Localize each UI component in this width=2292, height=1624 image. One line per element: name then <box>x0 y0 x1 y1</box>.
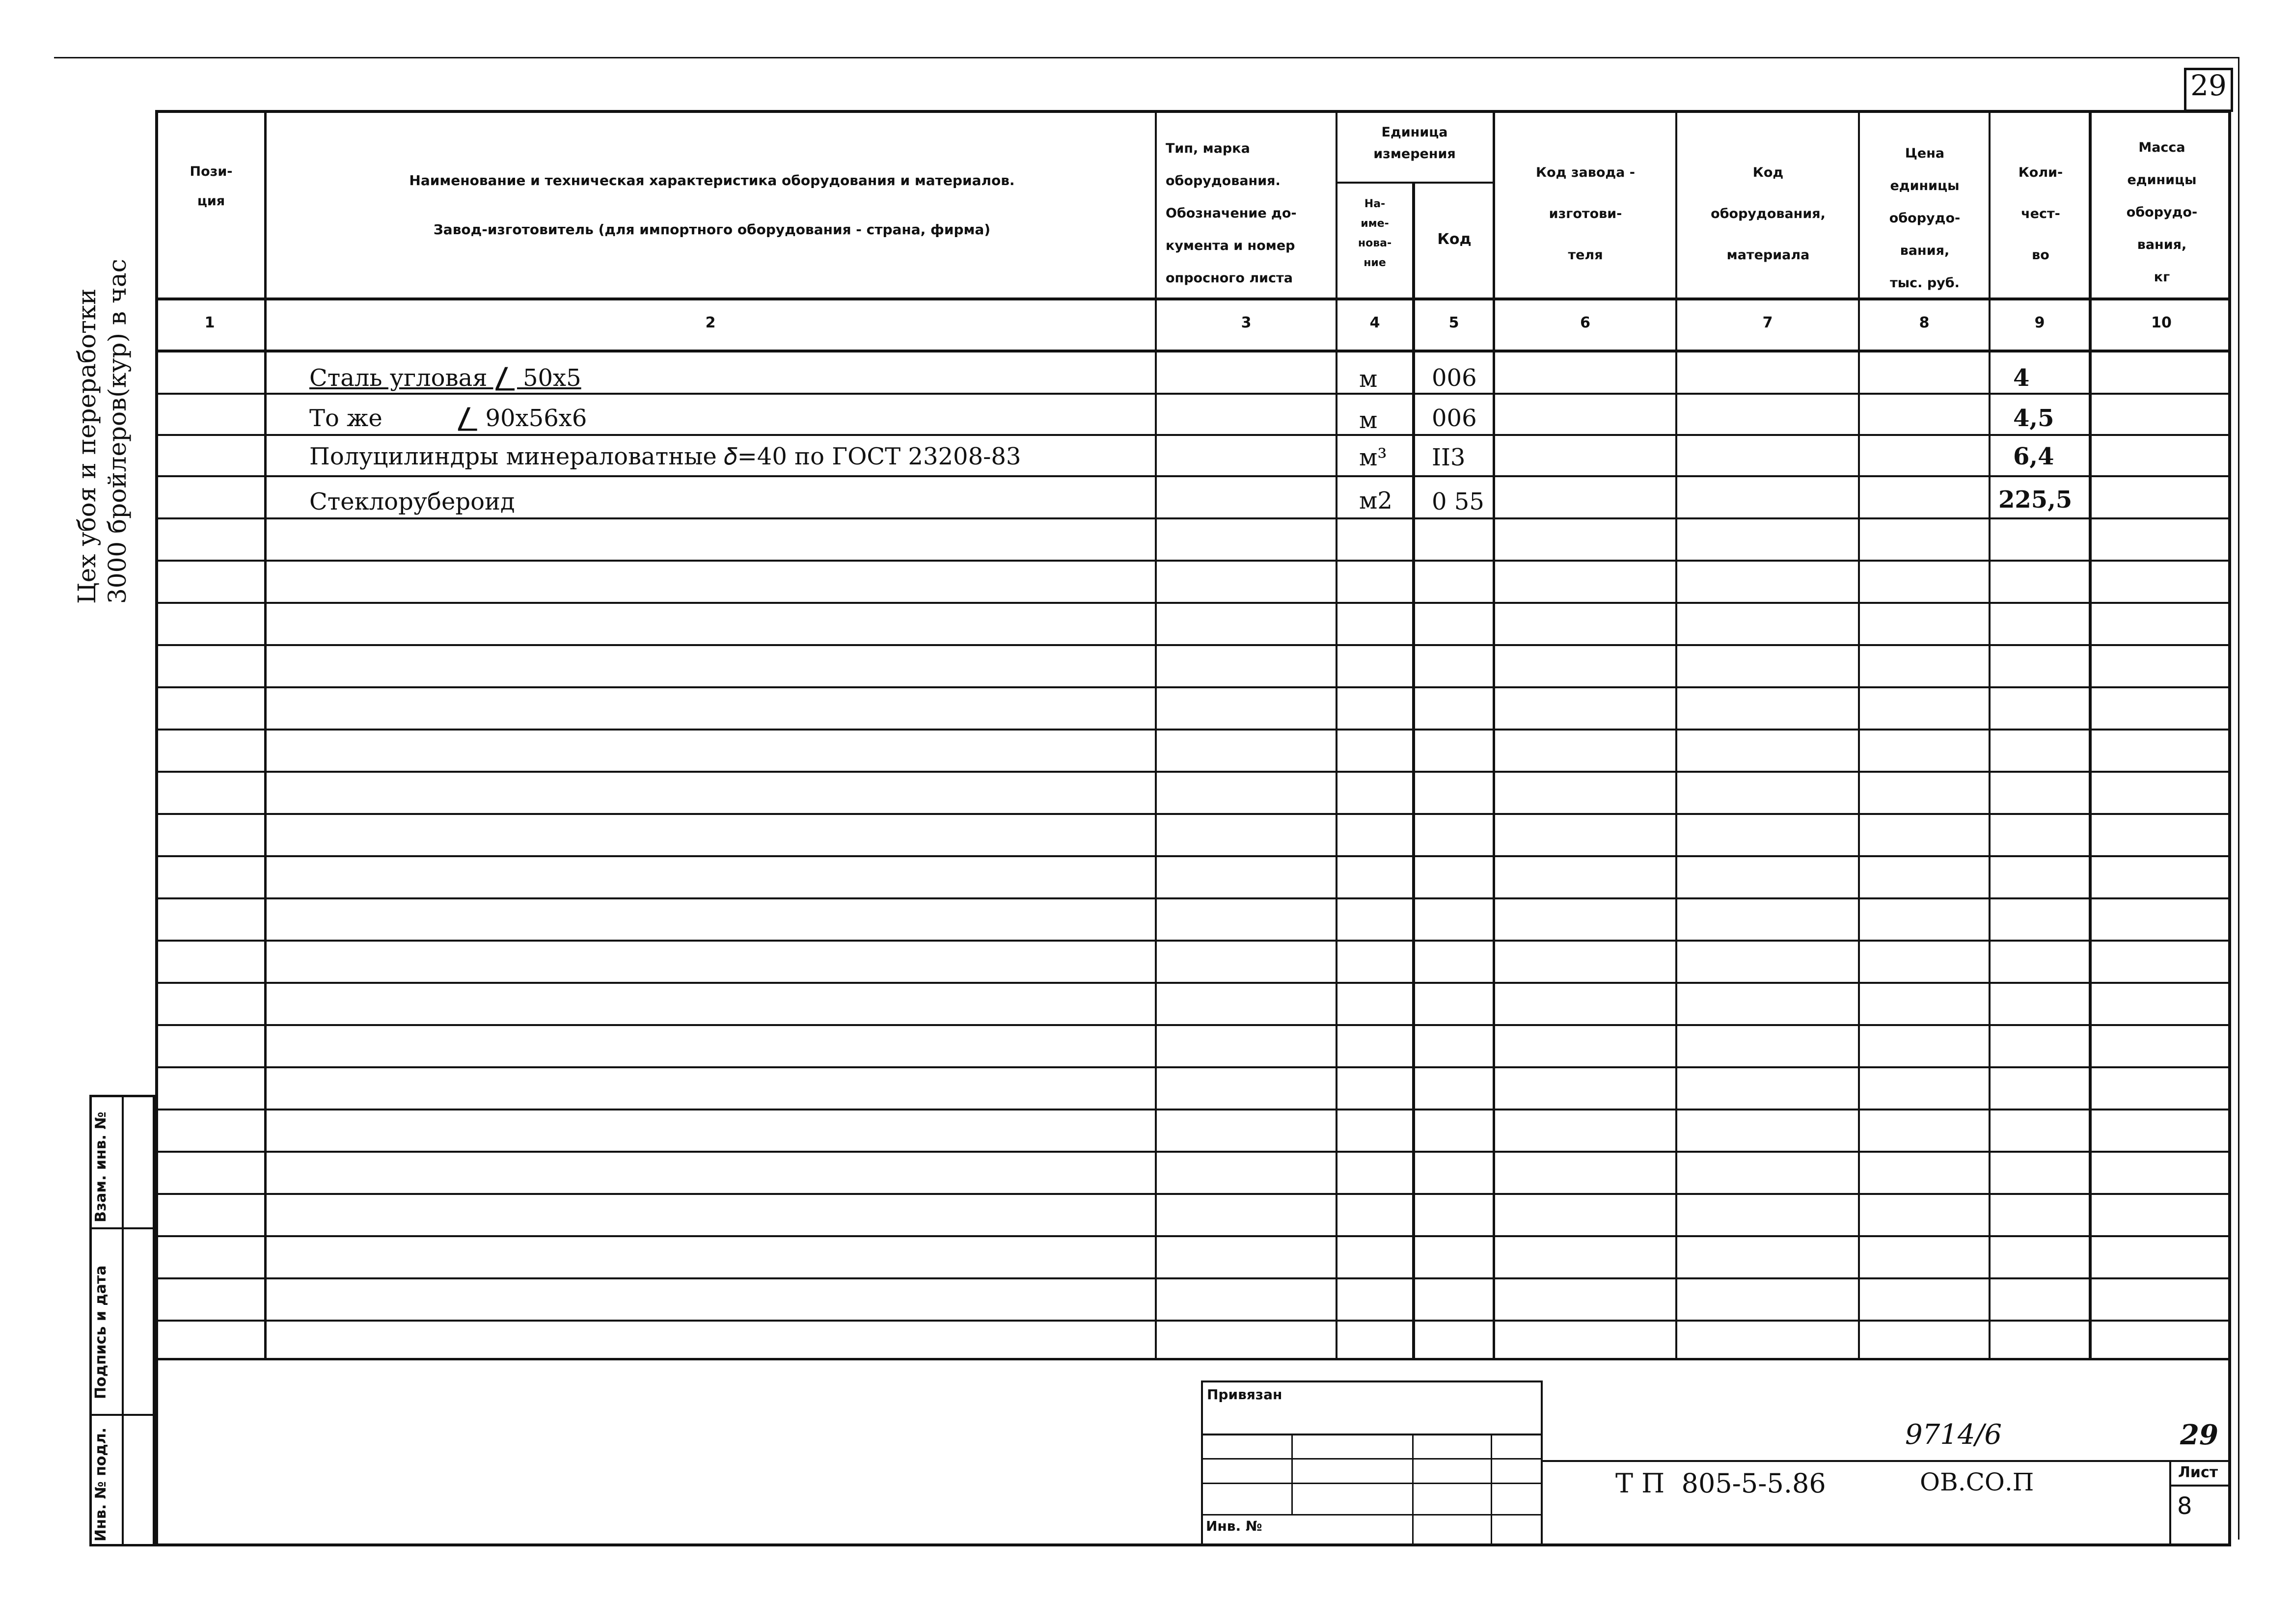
col-number: 10 <box>2151 314 2172 331</box>
row-2-qty: 4,5 <box>2013 405 2054 432</box>
row-4-code: 0 55 <box>1432 488 1484 515</box>
page-top-border <box>54 57 2239 58</box>
header-quantity: Коли- чест- во <box>2018 165 2063 263</box>
row-4-qty: 225,5 <box>1998 486 2073 514</box>
side-stamp-divider <box>122 1095 124 1546</box>
row-line <box>155 1024 2231 1026</box>
col-number: 2 <box>705 314 716 331</box>
row-line <box>155 1235 2231 1237</box>
col-number: 8 <box>1919 314 1930 331</box>
row-1-code: 006 <box>1432 364 1477 392</box>
privyazan-label: Привязан <box>1207 1386 1282 1403</box>
col-sep-5 <box>1493 110 1495 1360</box>
row-1-unit: м <box>1359 365 1378 393</box>
header-price: Цена единицы оборудо- вания, тыс. руб. <box>1889 146 1961 291</box>
row-4-unit: м2 <box>1359 487 1392 514</box>
row-1-qty: 4 <box>2013 364 2030 392</box>
col-number: 3 <box>1241 314 1252 331</box>
row-line <box>155 1320 2231 1322</box>
col-sep-2 <box>1155 110 1157 1360</box>
row-2-unit: м <box>1359 406 1378 434</box>
row-1-name: Сталь угловая ⎳ 50х5 <box>309 364 581 392</box>
header-factory-code: Код завода - изготови- теля <box>1536 165 1635 263</box>
row-line <box>155 1151 2231 1153</box>
header-unit-name: На- име- нова- ние <box>1358 198 1392 269</box>
row-line <box>155 729 2231 731</box>
row-line <box>155 1066 2231 1068</box>
col-number: 7 <box>1762 314 1773 331</box>
row-2-code: 006 <box>1432 405 1477 432</box>
page-number-top: 29 <box>2190 69 2227 102</box>
header-unit: Единица измерения <box>1373 125 1456 162</box>
col-sep-1 <box>264 110 267 1360</box>
page-right-border <box>2238 57 2239 1540</box>
privyazan-col <box>1491 1434 1492 1546</box>
row-line <box>155 897 2231 899</box>
row-line <box>155 855 2231 857</box>
row-2-name: То же ⎳ 90х56х6 <box>309 405 587 432</box>
row-line <box>155 434 2231 436</box>
colnum-bottom-line <box>155 350 2231 352</box>
col-number: 4 <box>1369 314 1380 331</box>
side-stamp-vzam: Взам. инв. № <box>92 1111 109 1222</box>
col-number: 9 <box>2034 314 2045 331</box>
header-name: Наименование и техническая характеристика оборудования и материалов. Завод-изготовитель (для импортного оборудования - страна, фирма) <box>409 172 1015 238</box>
row-line <box>155 1193 2231 1195</box>
row-line <box>155 940 2231 942</box>
row-line <box>155 813 2231 815</box>
row-line <box>155 686 2231 688</box>
side-stamp-podpis: Подпись и дата <box>92 1265 109 1399</box>
row-line <box>155 602 2231 604</box>
row-3-code: II3 <box>1432 444 1466 471</box>
sheet-box-line <box>2169 1485 2231 1487</box>
row-line <box>155 982 2231 984</box>
col-number: 1 <box>204 314 215 331</box>
privyazan-col <box>1412 1434 1414 1546</box>
side-title-line2: 3000 бройлеров(кур) в час <box>103 259 132 604</box>
header-type: Тип, марка оборудования. Обозначение до- кумента и номер опросного листа <box>1166 141 1297 286</box>
header-equipment-code: Код оборудования, материала <box>1711 165 1826 263</box>
side-title-line1: Цех убоя и переработки <box>73 288 101 604</box>
header-unit-code: Код <box>1437 231 1472 248</box>
inv-no-label: Инв. № <box>1206 1518 1262 1534</box>
doc-code: Т П 805-5-5.86 <box>1615 1468 1826 1499</box>
side-stamp-sep2 <box>89 1414 155 1416</box>
title-block-line <box>1543 1460 2231 1462</box>
doc-mark: ОВ.СО.П <box>1920 1468 2034 1496</box>
col-number: 5 <box>1448 314 1459 331</box>
side-stamp-sep1 <box>89 1227 155 1229</box>
list-label: Лист <box>2178 1464 2218 1481</box>
row-4-name: Стеклорубероид <box>309 488 515 515</box>
row-3-qty: 6,4 <box>2013 443 2054 470</box>
row-3-unit: м³ <box>1359 444 1387 471</box>
sheet-total: 29 <box>2180 1419 2218 1451</box>
header-mass: Масса единицы оборудо- вания, кг <box>2126 140 2198 285</box>
row-line <box>155 771 2231 773</box>
row-line <box>155 560 2231 562</box>
col-sep-3 <box>1336 110 1337 1360</box>
col-number: 6 <box>1580 314 1590 331</box>
col-sep-9 <box>2089 110 2092 1360</box>
row-line <box>155 1277 2231 1279</box>
privyazan-col <box>1291 1434 1293 1514</box>
header-position: Пози- ция <box>190 164 233 209</box>
col-sep-6 <box>1675 110 1677 1360</box>
row-line <box>155 393 2231 395</box>
row-line <box>155 1109 2231 1110</box>
col-sep-7 <box>1858 110 1860 1360</box>
row-line <box>155 644 2231 646</box>
col-sep-8 <box>1989 110 1991 1360</box>
row-line <box>155 475 2231 477</box>
col-sep-4 <box>1412 182 1415 1360</box>
row-line <box>155 517 2231 519</box>
list-number: 8 <box>2177 1492 2192 1520</box>
doc-number: 9714/6 <box>1905 1419 2002 1451</box>
table-body-bottom <box>155 1358 2231 1360</box>
side-stamp-inv-podl: Инв. № подл. <box>92 1427 109 1542</box>
row-3-name: Полуцилиндры минераловатные 𝛿=40 по ГОСТ 23208-83 <box>309 443 1021 470</box>
